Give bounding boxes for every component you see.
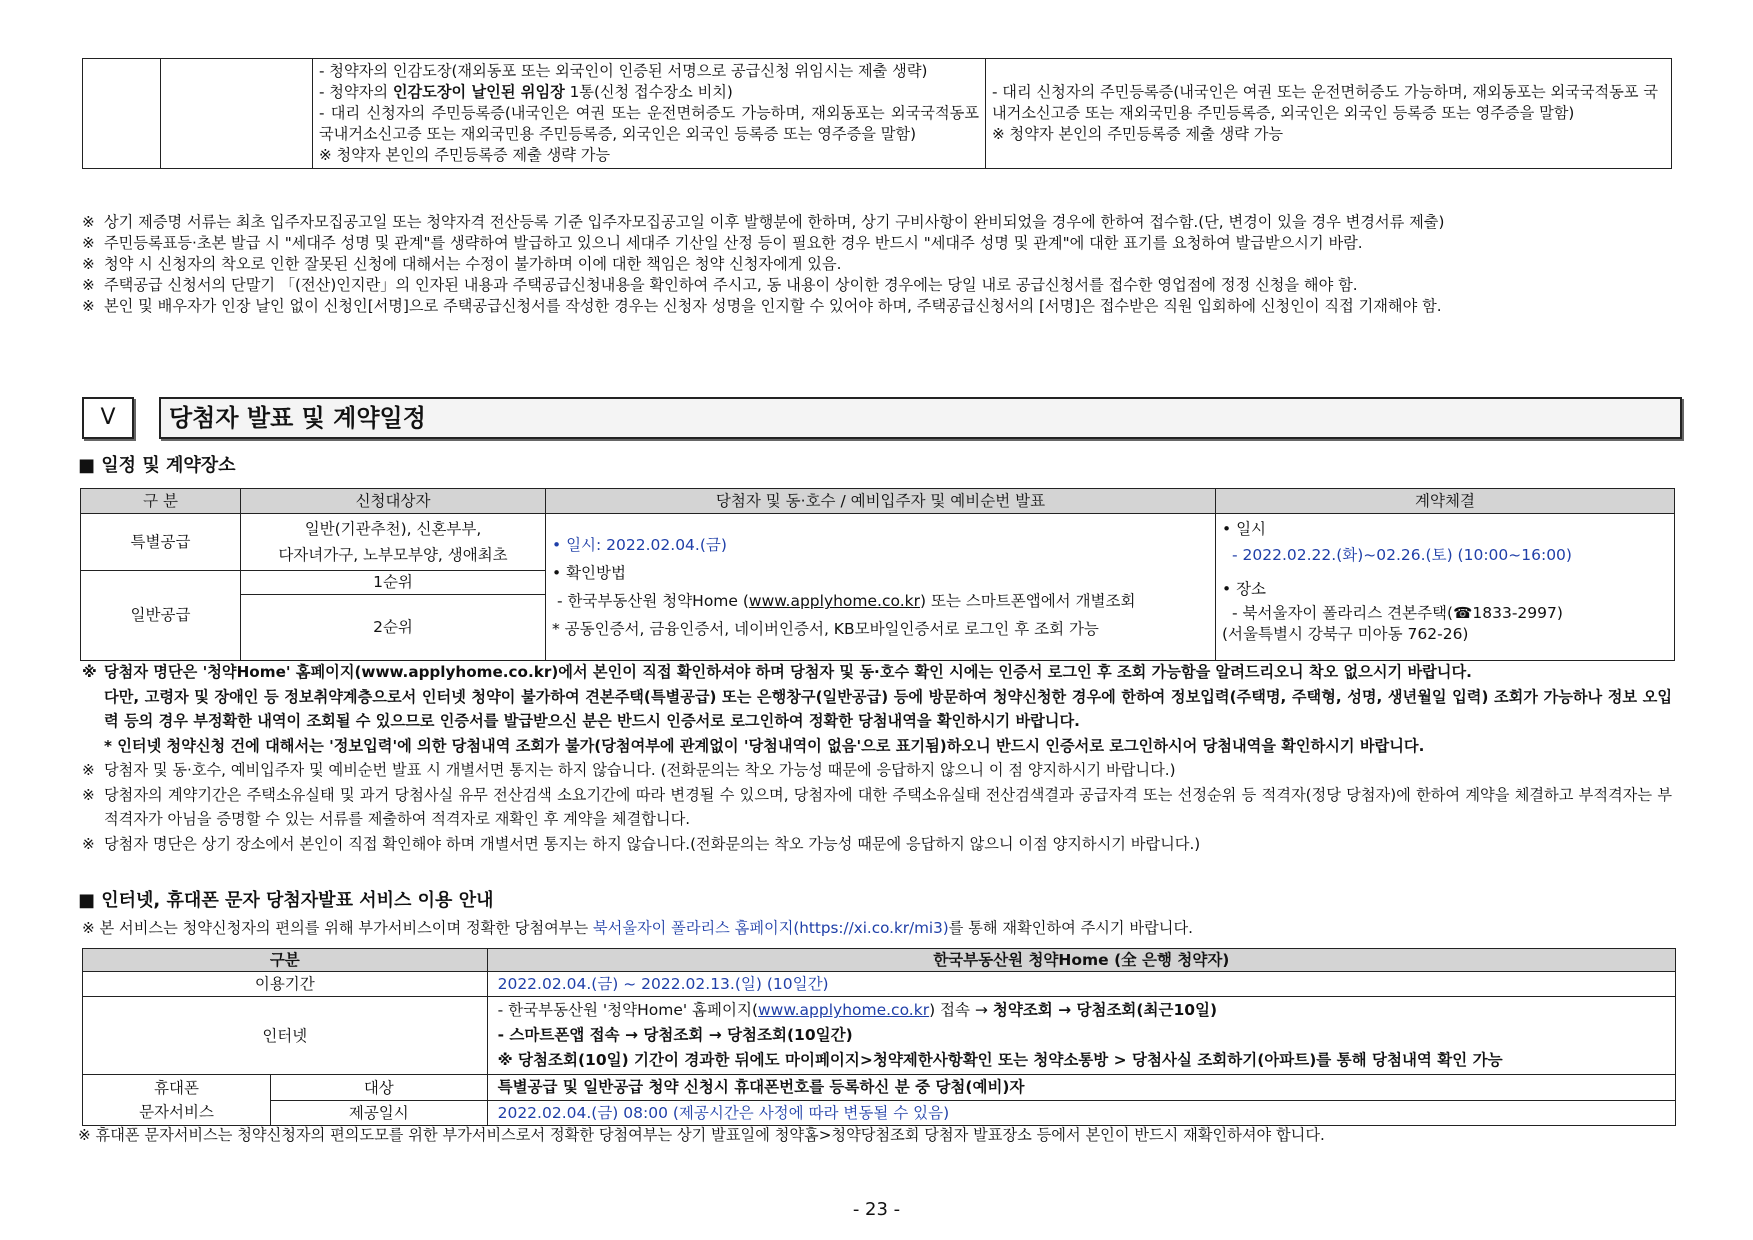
col-header: 신청대상자 bbox=[241, 489, 546, 514]
table-row bbox=[83, 1100, 1676, 1126]
line-part: ) 접속 → bbox=[929, 1001, 993, 1020]
note-mark: ※ bbox=[82, 785, 95, 804]
line-part-bold: 청약조회 → 당첨조회(최근10일) bbox=[992, 1001, 1218, 1020]
internet-line bbox=[498, 998, 1665, 1023]
contract-address: (서울특별시 강북구 미아동 762-26) bbox=[1222, 625, 1469, 644]
contract-place-label: • 장소 bbox=[1222, 580, 1267, 599]
note-text: 본인 및 배우자가 인장 날인 없이 신청인[서명]으로 주택공급신청서를 작성한 경우는 신청자 성명을 인지할 수 있어야 하며, 주택공급신청서의 [서명]은 접수받은 직원 입회하에 신청인이 직접 기재해야 함. bbox=[104, 297, 1442, 315]
doc-line: ※ 청약자 본인의 주민등록증 제출 생략 가능 bbox=[319, 146, 611, 164]
proxy-docs-left-cell bbox=[313, 59, 986, 169]
doc-line: ※ 청약자 본인의 주민등록증 제출 생략 가능 bbox=[992, 125, 1284, 143]
note-text: 다만, 고령자 및 장애인 등 정보취약계층으로서 인터넷 청약이 불가하여 견본주택(특별공급) 또는 은행창구(일반공급) 등에 방문하여 청약신청한 경우에 한하여 정보입력(주택명, 주택형, 성명, 생년월일 입력) 조회가 가능하나 정보 오입력 등의 경우 부정확한 내역이 조회될 수 있으므로 인증서를 발급받으신 분은 반드시 인증서로 로그인하여 정확한 당첨내역을 확인하시기 바랍니다. bbox=[104, 687, 1672, 730]
notes-list bbox=[82, 212, 1672, 317]
note-text: 주택공급 신청서의 단말기 「(전산)인지란」의 인자된 내용과 주택공급신청내용을 확인하여 주시고, 동 내용이 상이한 경우에는 당일 내로 공급신청서를 접수한 영업점에 정정 신청을 해야 함. bbox=[104, 276, 1358, 294]
note-mark: ※ bbox=[82, 213, 95, 231]
note-item bbox=[82, 212, 1672, 233]
page-number: - 23 - bbox=[852, 1199, 901, 1220]
empty-cell bbox=[161, 59, 313, 169]
special-supply-targets bbox=[241, 514, 546, 571]
detail-part: - 한국부동산원 청약Home ( bbox=[556, 592, 749, 611]
table-header-row bbox=[83, 949, 1676, 972]
schedule-heading: ■ 일정 및 계약장소 bbox=[78, 455, 236, 476]
col-header: 구 분 bbox=[81, 489, 241, 514]
table-row bbox=[83, 972, 1676, 997]
sms-label-line: 문자서비스 bbox=[139, 1103, 214, 1122]
section-number: V bbox=[82, 397, 134, 439]
internet-value bbox=[487, 997, 1675, 1075]
homepage-link[interactable]: 북서울자이 폴라리스 홈페이지(https://xi.co.kr/mi3) bbox=[592, 919, 949, 937]
rank-2: 2순위 bbox=[241, 594, 546, 660]
note-mark: ※ bbox=[82, 834, 95, 853]
applyhome-link[interactable]: www.applyhome.co.kr bbox=[748, 592, 920, 611]
doc-line: - 대리 신청자의 주민등록증(내국인은 여권 또는 운전면허증도 가능하며, 재외동포는 외국국적동포 국내거소신고증 또는 재외국민용 주민등록증, 외국인은 외국인 등록증 또는 영주증을 말함) bbox=[319, 104, 979, 143]
target-value: 특별공급 및 일반공급 청약 신청시 휴대폰번호를 등록하신 분 중 당첨(예비)자 bbox=[487, 1075, 1675, 1101]
doc-line-part: 1통(신청 접수장소 비치) bbox=[564, 83, 733, 101]
proxy-docs-right-cell bbox=[986, 59, 1672, 169]
service-heading: ■ 인터넷, 휴대폰 문자 당첨자발표 서비스 이용 안내 bbox=[78, 890, 494, 911]
note-text: 당첨자 및 동·호수, 예비입주자 및 예비순번 발표 시 개별서면 통지는 하지 않습니다. (전화문의는 착오 가능성 때문에 응답하지 않으니 이 점 양지하시기 바랍니다.) bbox=[104, 761, 1176, 779]
col-header: 구분 bbox=[83, 949, 488, 972]
announcement-cell bbox=[546, 514, 1216, 660]
target-line: 다자녀가구, 노부모부양, 생애최초 bbox=[278, 546, 508, 565]
note-item bbox=[82, 734, 1672, 759]
note-text: * 인터넷 청약신청 건에 대해서는 '정보입력'에 의한 당첨내역 조회가 불가(당첨여부에 관계없이 '당첨내역이 없음'으로 표기됨)하오니 반드시 인증서로 로그인하시어 당첨내역을 확인하시기 바랍니다. bbox=[104, 736, 1425, 755]
contract-place: - 북서울자이 폴라리스 견본주택(☎1833-2997) bbox=[1232, 604, 1563, 623]
provide-value: 2022.02.04.(금) 08:00 (제공시간은 사정에 따라 변동될 수 있음) bbox=[487, 1100, 1675, 1126]
final-note: ※ 휴대폰 문자서비스는 청약신청자의 편의도모를 위한 부가서비스로서 정확한 당첨여부는 상기 발표일에 청약홈>청약당첨조회 당첨자 발표장소 등에서 본인이 반드시 재확인하셔야 합니다. bbox=[78, 1126, 1325, 1144]
note-item bbox=[82, 783, 1672, 832]
period-label: 이용기간 bbox=[83, 972, 488, 997]
line-part: - 한국부동산원 '청약Home' 홈페이지( bbox=[497, 1001, 758, 1020]
note-item bbox=[82, 275, 1672, 296]
provide-label: 제공일시 bbox=[271, 1100, 488, 1126]
note-mark: ※ bbox=[82, 297, 95, 315]
doc-line-part: - 청약자의 bbox=[319, 83, 393, 101]
contract-date-label: • 일시 bbox=[1222, 520, 1267, 539]
note-item bbox=[82, 685, 1672, 734]
announce-cert: * 공동인증서, 금융인증서, 네이버인증서, KB모바일인증서로 로그인 후 조회 가능 bbox=[552, 620, 1099, 639]
note-item bbox=[82, 254, 1672, 275]
note-mark: ※ bbox=[82, 761, 95, 779]
empty-cell bbox=[83, 59, 161, 169]
service-note bbox=[82, 917, 1193, 939]
sms-label-line: 휴대폰 bbox=[154, 1079, 199, 1098]
note-part: ※ 본 서비스는 청약신청자의 편의를 위해 부가서비스이며 정확한 당첨여부는 bbox=[82, 919, 593, 937]
note-text: 청약 시 신청자의 착오로 인한 잘못된 신청에 대해서는 수정이 불가하며 이에 대한 책임은 청약 신청자에게 있음. bbox=[104, 255, 842, 273]
target-label: 대상 bbox=[271, 1075, 488, 1101]
col-header: 당첨자 및 동·호수 / 예비입주자 및 예비순번 발표 bbox=[546, 489, 1216, 514]
doc-line bbox=[319, 82, 979, 103]
note-item bbox=[82, 233, 1672, 254]
note-mark: ※ bbox=[82, 234, 95, 252]
documents-table bbox=[82, 58, 1672, 169]
announce-date: • 일시: 2022.02.04.(금) bbox=[552, 536, 727, 555]
note-item bbox=[82, 296, 1672, 317]
note-item bbox=[82, 660, 1672, 685]
internet-label: 인터넷 bbox=[83, 997, 488, 1075]
table-row bbox=[83, 997, 1676, 1075]
note-text: 상기 제증명 서류는 최초 입주자모집공고일 또는 청약자격 전산등록 기준 입주자모집공고일 이후 발행분에 한하며, 상기 구비사항이 완비되었을 경우에 한하여 접수함.(단, 변경이 있을 경우 변경서류 제출) bbox=[104, 213, 1445, 231]
internet-line: ※ 당첨조회(10일) 기간이 경과한 뒤에도 마이페이지>청약제한사항확인 또는 청약소통방 > 당첨사실 조회하기(아파트)를 통해 당첨내역 확인 가능 bbox=[497, 1051, 1503, 1070]
note-item bbox=[82, 832, 1672, 857]
col-header: 계약체결 bbox=[1216, 489, 1675, 514]
internet-line: - 스마트폰앱 접속 → 당첨조회 → 당첨조회(10일간) bbox=[497, 1026, 853, 1045]
note-item bbox=[82, 758, 1672, 783]
note-text: 당첨자 명단은 상기 장소에서 본인이 직접 확인해야 하며 개별서면 통지는 하지 않습니다.(전화문의는 착오 가능성 때문에 응답하지 않으니 이점 양지하시기 바랍니다.) bbox=[104, 834, 1201, 853]
table-row bbox=[83, 1075, 1676, 1101]
note-part: 를 통해 재확인하여 주시기 바랍니다. bbox=[948, 919, 1193, 937]
service-table bbox=[82, 948, 1676, 1126]
section-title: 당첨자 발표 및 계약일정 bbox=[159, 397, 1682, 439]
table-row bbox=[81, 514, 1675, 571]
col-header: 한국부동산원 청약Home (全 은행 청약자) bbox=[487, 949, 1675, 972]
rank-1: 1순위 bbox=[241, 571, 546, 594]
note-mark: ※ bbox=[82, 276, 95, 294]
note-mark: ※ bbox=[82, 255, 95, 273]
target-line: 일반(기관추천), 신혼부부, bbox=[304, 520, 482, 539]
schedule-table bbox=[80, 488, 1675, 661]
note-mark: ※ bbox=[82, 663, 97, 681]
contract-date: - 2022.02.22.(화)~02.26.(토) (10:00~16:00) bbox=[1232, 546, 1572, 565]
doc-line-bold: 인감도장이 날인된 위임장 bbox=[392, 83, 565, 101]
contract-cell bbox=[1216, 514, 1675, 660]
table-header-row bbox=[81, 489, 1675, 514]
doc-line: - 대리 신청자의 주민등록증(내국인은 여권 또는 운전면허증도 가능하며, 재외동포는 외국국적동포 국내거소신고증 또는 재외국민용 주민등록증, 외국인은 외국인 등록증 또는 영주증을 말함) bbox=[992, 83, 1659, 122]
doc-line: - 청약자의 인감도장(재외동포 또는 외국인이 인증된 서명으로 공급신청 위임시는 제출 생략) bbox=[319, 62, 928, 80]
sms-label bbox=[83, 1075, 271, 1126]
general-supply-label: 일반공급 bbox=[81, 571, 241, 660]
special-supply-label: 특별공급 bbox=[81, 514, 241, 571]
applyhome-link[interactable]: www.applyhome.co.kr bbox=[758, 1001, 930, 1020]
note-text: 당첨자 명단은 '청약Home' 홈페이지(www.applyhome.co.kr)에서 본인이 직접 확인하셔야 하며 당첨자 및 동·호수 확인 시에는 인증서 로그인 후 조회 가능함을 알려드리오니 착오 없으시기 바랍니다. bbox=[104, 663, 1472, 681]
detail-part: ) 또는 스마트폰앱에서 개별조회 bbox=[920, 592, 1136, 611]
announcement-notes bbox=[82, 660, 1672, 856]
note-text: 당첨자의 계약기간은 주택소유실태 및 과거 당첨사실 유무 전산검색 소요기간에 따라 변경될 수 있으며, 당첨자에 대한 주택소유실태 전산검색결과 공급자격 또는 선정순위 등 적격자(정당 당첨자)에 한하여 계약을 체결하고 부적격자는 부적격자가 아님을 증명할 수 있는 서류를 제출하여 적격자로 재확인 후 계약을 체결합니다. bbox=[104, 785, 1672, 828]
period-value: 2022.02.04.(금) ~ 2022.02.13.(일) (10일간) bbox=[487, 972, 1675, 997]
announce-method: • 확인방법 bbox=[552, 564, 626, 583]
note-text: 주민등록표등·초본 발급 시 "세대주 성명 및 관계"를 생략하여 발급하고 있으니 세대주 기산일 산정 등이 필요한 경우 반드시 "세대주 성명 및 관계"에 대한 표기를 요청하여 발급받으시기 바람. bbox=[104, 234, 1363, 252]
announce-method-detail bbox=[552, 587, 1209, 615]
